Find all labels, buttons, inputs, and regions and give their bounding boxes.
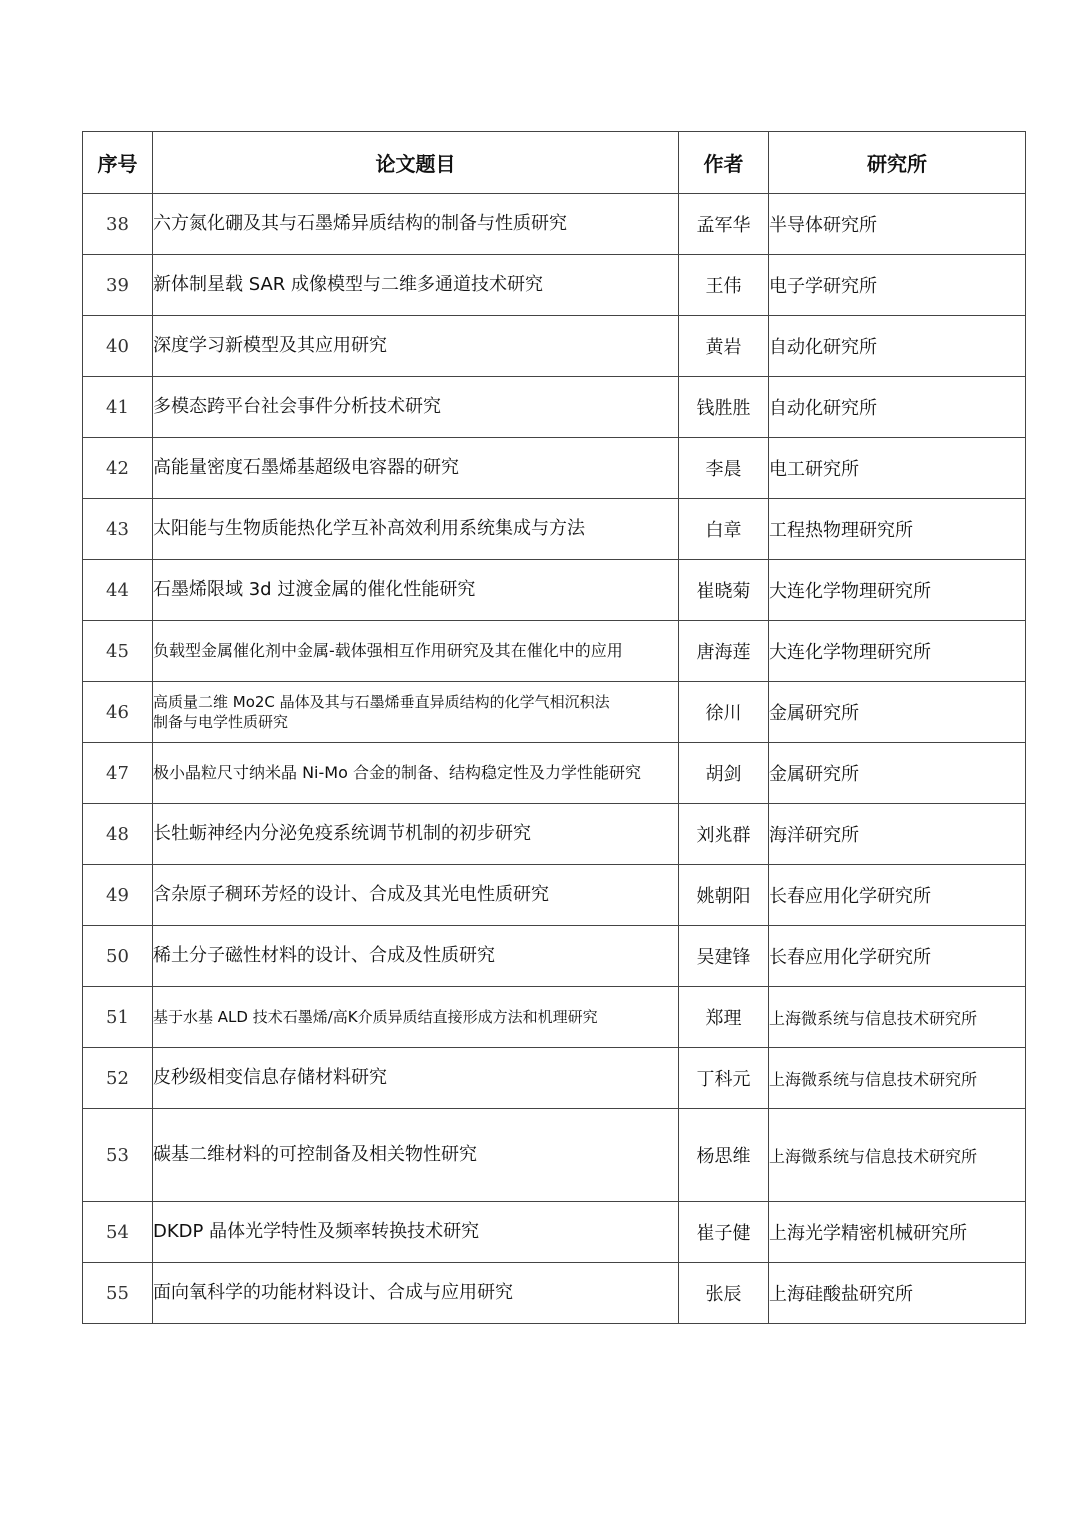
row-author: 崔晓菊 [679, 560, 769, 621]
row-institute: 长春应用化学研究所 [769, 865, 1026, 926]
row-no: 45 [83, 621, 153, 682]
row-author: 白章 [679, 499, 769, 560]
row-title: 新体制星载 SAR 成像模型与二维多通道技术研究 [153, 255, 679, 316]
row-author: 王伟 [679, 255, 769, 316]
row-institute: 电工研究所 [769, 438, 1026, 499]
row-author: 唐海莲 [679, 621, 769, 682]
row-no: 55 [83, 1263, 153, 1324]
row-no: 49 [83, 865, 153, 926]
row-no: 47 [83, 743, 153, 804]
row-author: 崔子健 [679, 1202, 769, 1263]
row-author: 钱胜胜 [679, 377, 769, 438]
row-no: 46 [83, 682, 153, 743]
row-no: 42 [83, 438, 153, 499]
header-title: 论文题目 [153, 132, 679, 194]
row-author: 吴建锋 [679, 926, 769, 987]
row-no: 54 [83, 1202, 153, 1263]
row-institute: 自动化研究所 [769, 316, 1026, 377]
row-institute: 上海光学精密机械研究所 [769, 1202, 1026, 1263]
row-institute: 上海微系统与信息技术研究所 [769, 987, 1026, 1048]
row-no: 50 [83, 926, 153, 987]
table-row [83, 1202, 1026, 1263]
row-author: 孟军华 [679, 194, 769, 255]
table-row [83, 621, 1026, 682]
table-row [83, 987, 1026, 1048]
row-institute: 电子学研究所 [769, 255, 1026, 316]
row-title: 石墨烯限域 3d 过渡金属的催化性能研究 [153, 560, 679, 621]
row-no: 48 [83, 804, 153, 865]
table-row [83, 499, 1026, 560]
row-author: 杨思维 [679, 1109, 769, 1202]
row-title: 太阳能与生物质能热化学互补高效利用系统集成与方法 [153, 499, 679, 560]
row-institute: 上海微系统与信息技术研究所 [769, 1109, 1026, 1202]
row-title: 稀土分子磁性材料的设计、合成及性质研究 [153, 926, 679, 987]
row-author: 张辰 [679, 1263, 769, 1324]
table-row [83, 377, 1026, 438]
row-title: 含杂原子稠环芳烃的设计、合成及其光电性质研究 [153, 865, 679, 926]
header-author: 作者 [679, 132, 769, 194]
row-title: 六方氮化硼及其与石墨烯异质结构的制备与性质研究 [153, 194, 679, 255]
row-no: 38 [83, 194, 153, 255]
row-title: 长牡蛎神经内分泌免疫系统调节机制的初步研究 [153, 804, 679, 865]
row-title: 基于水基 ALD 技术石墨烯/高K介质异质结直接形成方法和机理研究 [153, 987, 679, 1048]
row-institute: 上海硅酸盐研究所 [769, 1263, 1026, 1324]
row-title: 高能量密度石墨烯基超级电容器的研究 [153, 438, 679, 499]
row-institute: 金属研究所 [769, 743, 1026, 804]
row-institute: 长春应用化学研究所 [769, 926, 1026, 987]
header-institute: 研究所 [769, 132, 1026, 194]
table-row [83, 804, 1026, 865]
row-no: 40 [83, 316, 153, 377]
row-author: 徐川 [679, 682, 769, 743]
row-title: 皮秒级相变信息存储材料研究 [153, 1048, 679, 1109]
table-row [83, 1263, 1026, 1324]
row-title: 负载型金属催化剂中金属-载体强相互作用研究及其在催化中的应用 [153, 621, 679, 682]
row-title: 面向氧科学的功能材料设计、合成与应用研究 [153, 1263, 679, 1324]
row-institute: 大连化学物理研究所 [769, 560, 1026, 621]
row-author: 胡剑 [679, 743, 769, 804]
row-institute: 半导体研究所 [769, 194, 1026, 255]
table-row [83, 743, 1026, 804]
table-row [83, 316, 1026, 377]
table-row [83, 926, 1026, 987]
row-no: 53 [83, 1109, 153, 1202]
row-author: 黄岩 [679, 316, 769, 377]
row-title: DKDP 晶体光学特性及频率转换技术研究 [153, 1202, 679, 1263]
row-title: 极小晶粒尺寸纳米晶 Ni-Mo 合金的制备、结构稳定性及力学性能研究 [153, 743, 679, 804]
table-row [83, 682, 1026, 743]
row-title: 碳基二维材料的可控制备及相关物性研究 [153, 1109, 679, 1202]
row-title-line2: 制备与电学性质研究 [153, 713, 289, 731]
row-institute: 工程热物理研究所 [769, 499, 1026, 560]
table-row [83, 865, 1026, 926]
papers-table [82, 131, 1026, 1324]
row-no: 52 [83, 1048, 153, 1109]
row-author: 丁科元 [679, 1048, 769, 1109]
row-no: 41 [83, 377, 153, 438]
row-institute: 自动化研究所 [769, 377, 1026, 438]
table-row [83, 560, 1026, 621]
row-title [153, 682, 679, 743]
row-no: 43 [83, 499, 153, 560]
header-no: 序号 [83, 132, 153, 194]
row-title-line1: 高质量二维 Mo2C 晶体及其与石墨烯垂直异质结构的化学气相沉积法 [153, 692, 610, 711]
row-title: 深度学习新模型及其应用研究 [153, 316, 679, 377]
row-title: 多模态跨平台社会事件分析技术研究 [153, 377, 679, 438]
header-row [83, 132, 1026, 194]
row-author: 刘兆群 [679, 804, 769, 865]
row-no: 44 [83, 560, 153, 621]
row-institute: 大连化学物理研究所 [769, 621, 1026, 682]
table-row [83, 438, 1026, 499]
row-no: 39 [83, 255, 153, 316]
row-institute: 上海微系统与信息技术研究所 [769, 1048, 1026, 1109]
row-institute: 金属研究所 [769, 682, 1026, 743]
table-row [83, 194, 1026, 255]
table-row [83, 255, 1026, 316]
row-author: 郑理 [679, 987, 769, 1048]
table-row [83, 1109, 1026, 1202]
row-author: 姚朝阳 [679, 865, 769, 926]
table-row [83, 1048, 1026, 1109]
row-author: 李晨 [679, 438, 769, 499]
row-institute: 海洋研究所 [769, 804, 1026, 865]
row-no: 51 [83, 987, 153, 1048]
